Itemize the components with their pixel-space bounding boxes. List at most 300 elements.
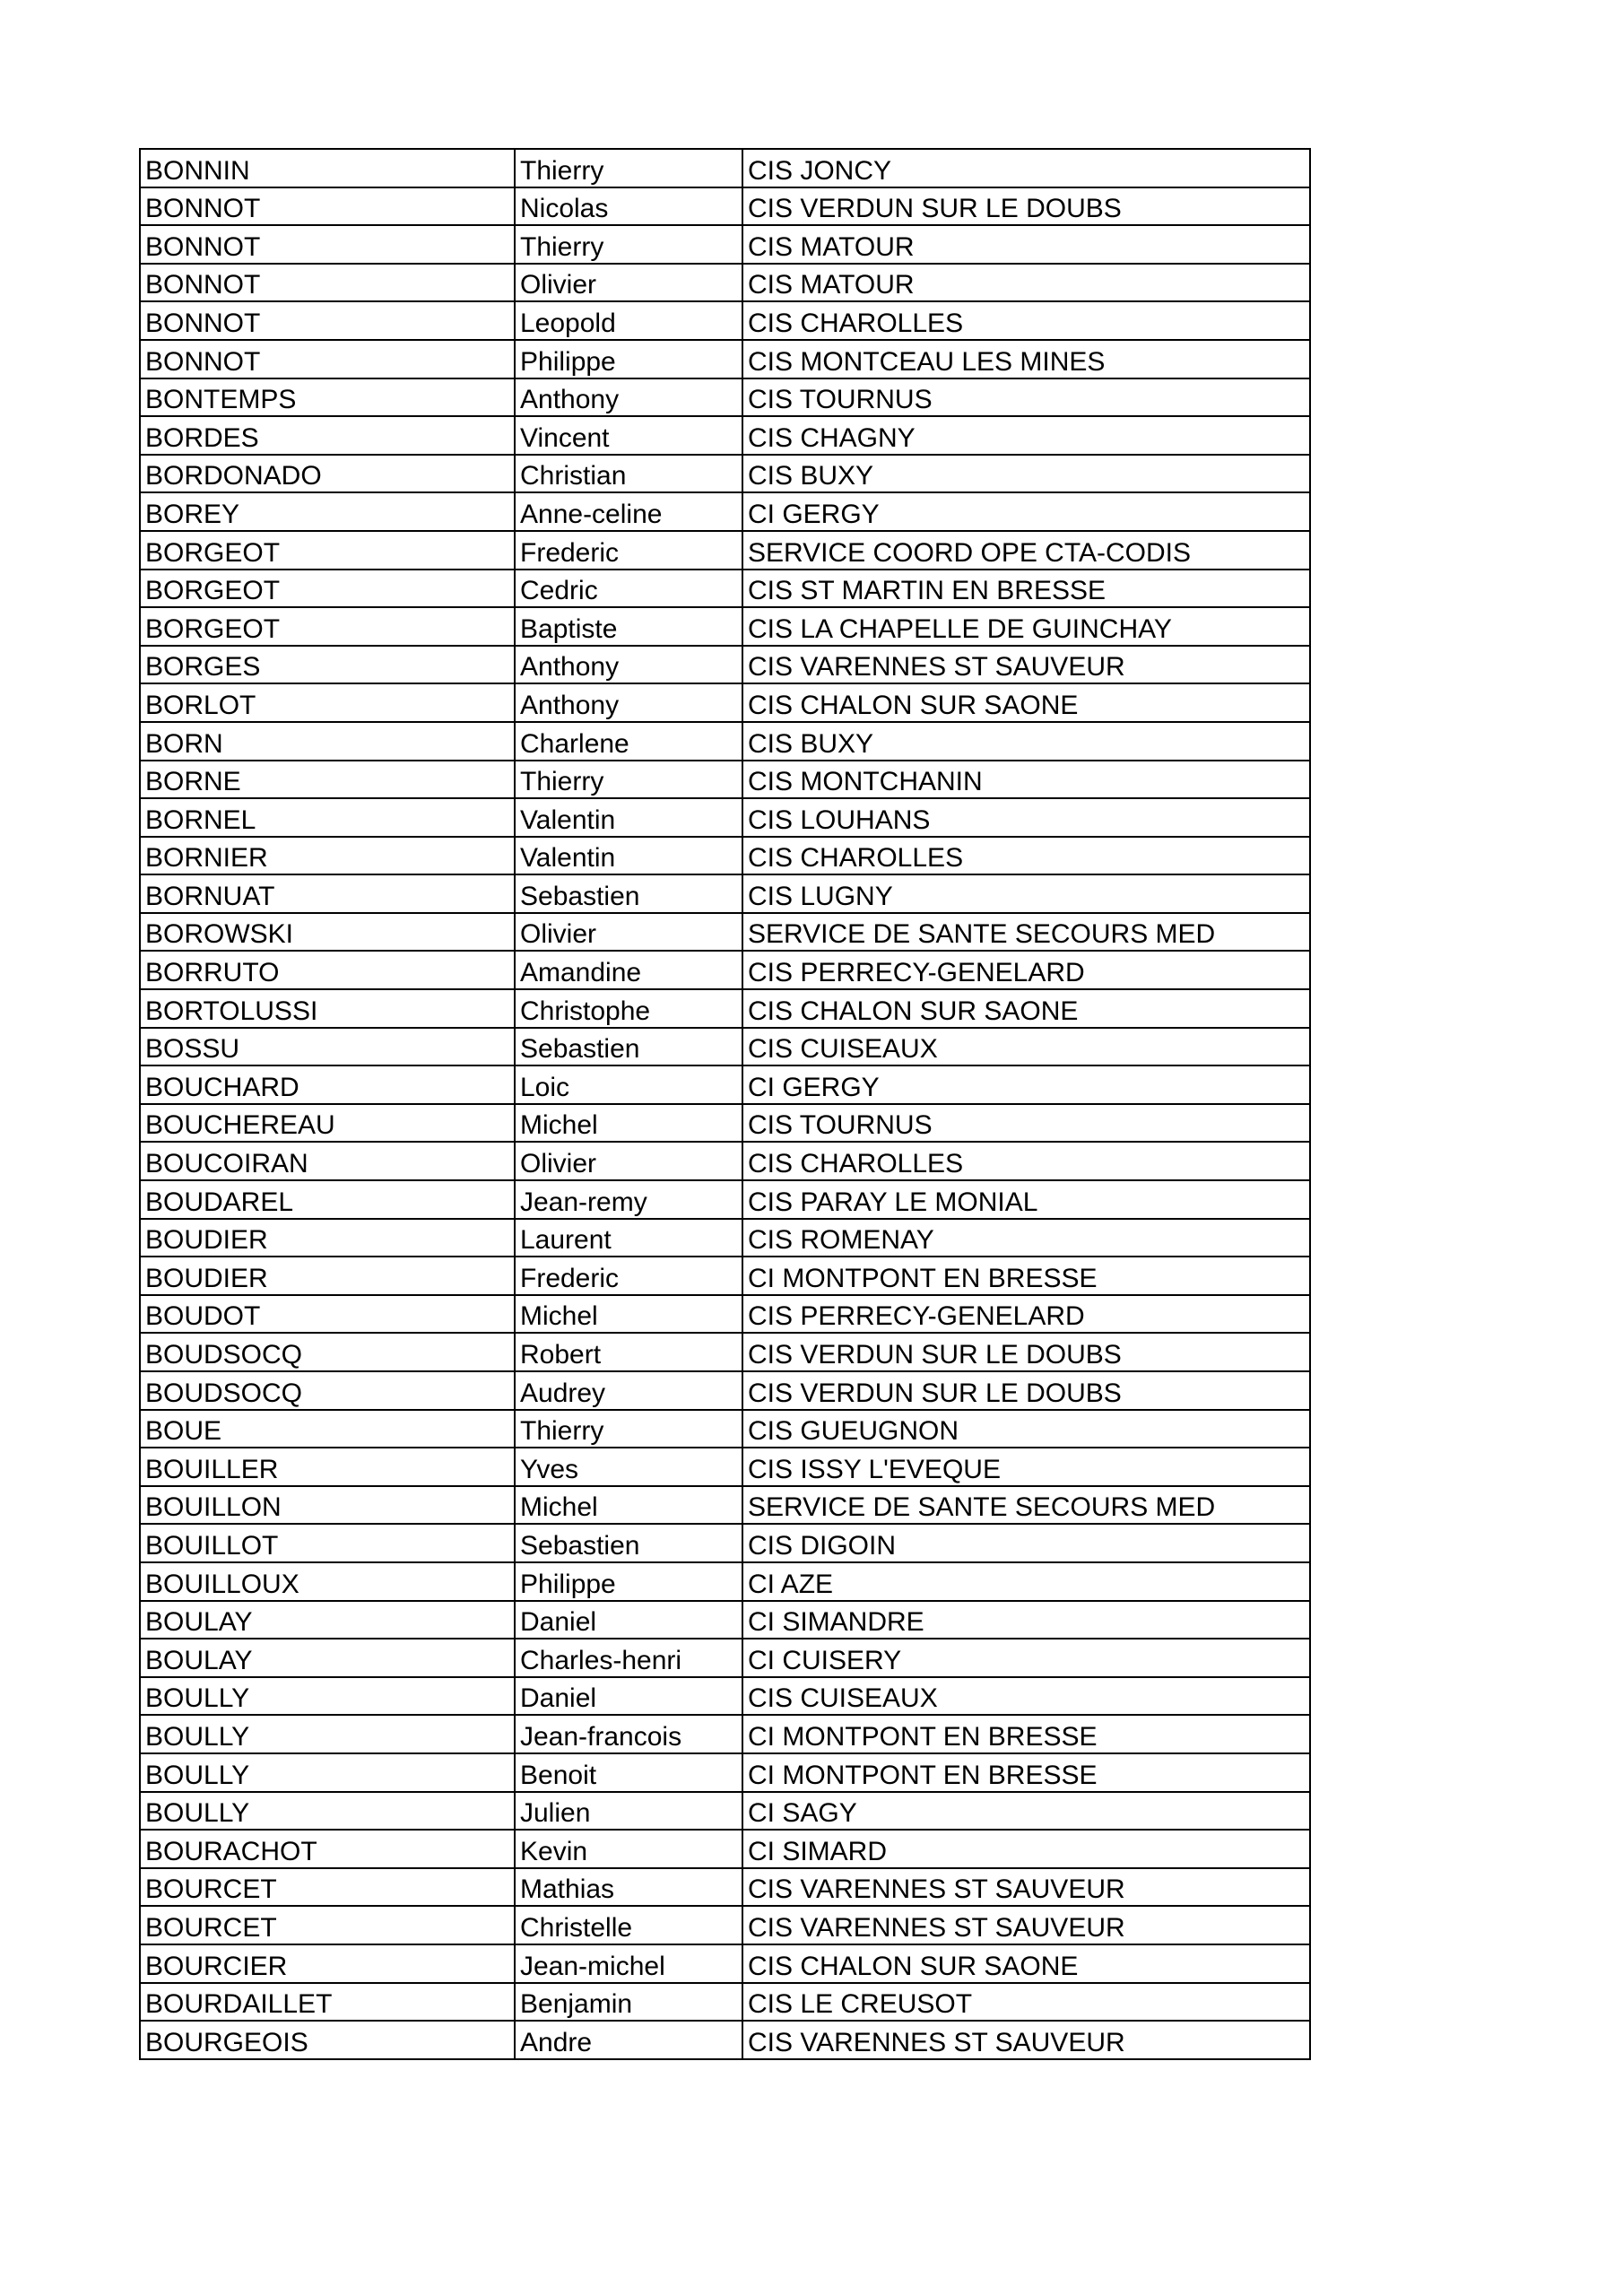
- last-name-cell: [140, 1677, 515, 1716]
- table-row: [140, 1333, 1310, 1371]
- last-name-cell: [140, 264, 515, 302]
- first-name-cell: [515, 378, 742, 417]
- first-name-cell-text: Michel: [520, 1110, 598, 1141]
- first-name-cell: [515, 913, 742, 952]
- table-row: [140, 531, 1310, 570]
- unit-cell: [742, 1868, 1310, 1907]
- last-name-cell-text: BOURCET: [145, 1912, 277, 1943]
- table-row: [140, 1180, 1310, 1219]
- first-name-cell-text: Cedric: [520, 576, 598, 606]
- first-name-cell-text: Christian: [520, 461, 627, 491]
- last-name-cell: [140, 1065, 515, 1104]
- last-name-cell: [140, 646, 515, 684]
- first-name-cell: [515, 1371, 742, 1410]
- unit-cell: [742, 1944, 1310, 1983]
- last-name-cell-text: BOUDOT: [145, 1301, 261, 1332]
- first-name-cell-text: Frederic: [520, 537, 620, 568]
- first-name-cell-text: Philippe: [520, 346, 616, 377]
- last-name-cell-text: BORGES: [145, 652, 261, 683]
- table-row: [140, 607, 1310, 646]
- last-name-cell-text: BORGEOT: [145, 537, 281, 568]
- last-name-cell-text: BOUDSOCQ: [145, 1378, 303, 1408]
- table-row: [140, 874, 1310, 913]
- last-name-cell-text: BOUDAREL: [145, 1187, 294, 1217]
- first-name-cell: [515, 1944, 742, 1983]
- last-name-cell-text: BOURCET: [145, 1874, 277, 1905]
- unit-cell-text: CIS LA CHAPELLE DE GUINCHAY: [748, 613, 1172, 644]
- first-name-cell-text: Anthony: [520, 690, 620, 720]
- unit-cell: [742, 225, 1310, 264]
- unit-cell-text: CIS VARENNES ST SAUVEUR: [748, 2027, 1125, 2057]
- last-name-cell: [140, 492, 515, 531]
- unit-cell-text: CIS VARENNES ST SAUVEUR: [748, 1912, 1125, 1943]
- last-name-cell: [140, 455, 515, 493]
- first-name-cell: [515, 1753, 742, 1792]
- last-name-cell: [140, 761, 515, 799]
- table-row: [140, 1830, 1310, 1868]
- first-name-cell-text: Olivier: [520, 270, 597, 300]
- first-name-cell: [515, 492, 742, 531]
- table-row: [140, 1065, 1310, 1104]
- last-name-cell: [140, 1410, 515, 1448]
- last-name-cell: [140, 531, 515, 570]
- first-name-cell-text: Anthony: [520, 385, 620, 415]
- table-row: [140, 1410, 1310, 1448]
- first-name-cell: [515, 1219, 742, 1257]
- last-name-cell-text: BOULAY: [145, 1607, 253, 1638]
- last-name-cell-text: BOULAY: [145, 1645, 253, 1675]
- last-name-cell: [140, 1486, 515, 1525]
- first-name-cell-text: Loic: [520, 1072, 570, 1102]
- table-row: [140, 225, 1310, 264]
- last-name-cell: [140, 1639, 515, 1677]
- table-row: [140, 1677, 1310, 1716]
- first-name-cell-text: Anne-celine: [520, 499, 663, 529]
- unit-cell: [742, 1830, 1310, 1868]
- first-name-cell-text: Jean-francois: [520, 1721, 682, 1752]
- unit-cell: [742, 1028, 1310, 1066]
- unit-cell-text: CI CUISERY: [748, 1645, 902, 1675]
- unit-cell-text: CIS MATOUR: [748, 231, 915, 262]
- table-row: [140, 1371, 1310, 1410]
- first-name-cell: [515, 1792, 742, 1831]
- first-name-cell-text: Audrey: [520, 1378, 606, 1408]
- first-name-cell: [515, 1983, 742, 2022]
- last-name-cell-text: BOUCHEREAU: [145, 1110, 335, 1141]
- table-row: [140, 492, 1310, 531]
- unit-cell: [742, 1677, 1310, 1716]
- unit-cell: [742, 1486, 1310, 1525]
- last-name-cell-text: BOULLY: [145, 1721, 250, 1752]
- last-name-cell: [140, 1944, 515, 1983]
- first-name-cell-text: Daniel: [520, 1683, 597, 1714]
- last-name-cell: [140, 187, 515, 226]
- unit-cell-text: CI MONTPONT EN BRESSE: [748, 1263, 1098, 1293]
- table-row: [140, 1906, 1310, 1944]
- last-name-cell-text: BOULLY: [145, 1760, 250, 1790]
- last-name-cell: [140, 1257, 515, 1295]
- last-name-cell: [140, 951, 515, 989]
- unit-cell: [742, 1983, 1310, 2022]
- last-name-cell-text: BOSSU: [145, 1034, 240, 1065]
- first-name-cell: [515, 874, 742, 913]
- last-name-cell-text: BONNOT: [145, 270, 261, 300]
- table-row: [140, 913, 1310, 952]
- first-name-cell: [515, 187, 742, 226]
- unit-cell-text: CI GERGY: [748, 1072, 880, 1102]
- unit-cell: [742, 264, 1310, 302]
- unit-cell-text: CIS LE CREUSOT: [748, 1989, 973, 2020]
- unit-cell: [742, 1180, 1310, 1219]
- table-row: [140, 1983, 1310, 2022]
- unit-cell-text: CI GERGY: [748, 499, 880, 529]
- table-row: [140, 1104, 1310, 1143]
- last-name-cell: [140, 1906, 515, 1944]
- last-name-cell-text: BOUILLER: [145, 1454, 279, 1484]
- last-name-cell-text: BOUILLOUX: [145, 1569, 299, 1599]
- unit-cell: [742, 1410, 1310, 1448]
- unit-cell-text: CIS CUISEAUX: [748, 1034, 938, 1065]
- last-name-cell: [140, 1601, 515, 1639]
- first-name-cell-text: Thierry: [520, 155, 604, 186]
- unit-cell: [742, 989, 1310, 1028]
- table-row: [140, 761, 1310, 799]
- first-name-cell: [515, 607, 742, 646]
- table-row: [140, 989, 1310, 1028]
- table-row: [140, 1601, 1310, 1639]
- unit-cell-text: CIS PERRECY-GENELARD: [748, 958, 1085, 988]
- table-row: [140, 722, 1310, 761]
- last-name-cell: [140, 1142, 515, 1180]
- unit-cell-text: CIS CHALON SUR SAONE: [748, 690, 1079, 720]
- first-name-cell: [515, 1257, 742, 1295]
- first-name-cell-text: Frederic: [520, 1263, 620, 1293]
- first-name-cell: [515, 989, 742, 1028]
- last-name-cell: [140, 683, 515, 722]
- first-name-cell: [515, 531, 742, 570]
- table-row: [140, 1142, 1310, 1180]
- first-name-cell: [515, 1868, 742, 1907]
- first-name-cell-text: Amandine: [520, 958, 642, 988]
- last-name-cell-text: BORN: [145, 728, 223, 759]
- first-name-cell-text: Valentin: [520, 843, 616, 874]
- unit-cell: [742, 874, 1310, 913]
- last-name-cell: [140, 1028, 515, 1066]
- first-name-cell-text: Valentin: [520, 804, 616, 835]
- last-name-cell-text: BONNIN: [145, 155, 250, 186]
- first-name-cell: [515, 1180, 742, 1219]
- last-name-cell-text: BOURGEOIS: [145, 2027, 308, 2057]
- unit-cell: [742, 607, 1310, 646]
- last-name-cell: [140, 149, 515, 187]
- first-name-cell: [515, 301, 742, 340]
- unit-cell: [742, 416, 1310, 455]
- first-name-cell: [515, 416, 742, 455]
- last-name-cell-text: BOUCOIRAN: [145, 1149, 308, 1179]
- unit-cell-text: SERVICE DE SANTE SECOURS MED: [748, 919, 1216, 950]
- table-row: [140, 416, 1310, 455]
- unit-cell: [742, 1906, 1310, 1944]
- last-name-cell-text: BOURDAILLET: [145, 1989, 333, 2020]
- first-name-cell: [515, 646, 742, 684]
- first-name-cell-text: Olivier: [520, 919, 597, 950]
- table-row: [140, 1868, 1310, 1907]
- unit-cell-text: CIS GUEUGNON: [748, 1416, 959, 1447]
- unit-cell: [742, 1792, 1310, 1831]
- unit-cell: [742, 1142, 1310, 1180]
- unit-cell-text: CIS CHALON SUR SAONE: [748, 996, 1079, 1026]
- unit-cell-text: CIS CHAROLLES: [748, 1149, 964, 1179]
- first-name-cell: [515, 1562, 742, 1601]
- last-name-cell: [140, 2021, 515, 2059]
- last-name-cell: [140, 416, 515, 455]
- last-name-cell-text: BOULLY: [145, 1683, 250, 1714]
- roster-table: [139, 148, 1311, 2060]
- first-name-cell: [515, 149, 742, 187]
- unit-cell-text: CI SAGY: [748, 1798, 857, 1829]
- unit-cell: [742, 1715, 1310, 1753]
- last-name-cell: [140, 1792, 515, 1831]
- unit-cell: [742, 1295, 1310, 1334]
- unit-cell: [742, 951, 1310, 989]
- last-name-cell-text: BONNOT: [145, 194, 261, 224]
- table-row: [140, 1639, 1310, 1677]
- unit-cell-text: CIS MONTCEAU LES MINES: [748, 346, 1106, 377]
- last-name-cell-text: BORDONADO: [145, 461, 322, 491]
- first-name-cell: [515, 340, 742, 378]
- last-name-cell: [140, 1448, 515, 1486]
- unit-cell: [742, 722, 1310, 761]
- last-name-cell-text: BORDES: [145, 422, 259, 453]
- first-name-cell-text: Yves: [520, 1454, 579, 1484]
- unit-cell: [742, 1753, 1310, 1792]
- first-name-cell-text: Baptiste: [520, 613, 618, 644]
- first-name-cell: [515, 798, 742, 837]
- table-row: [140, 264, 1310, 302]
- first-name-cell-text: Sebastien: [520, 1034, 640, 1065]
- last-name-cell-text: BOURACHOT: [145, 1836, 317, 1866]
- first-name-cell: [515, 1448, 742, 1486]
- unit-cell-text: CIS PARAY LE MONIAL: [748, 1187, 1038, 1217]
- first-name-cell-text: Daniel: [520, 1607, 597, 1638]
- first-name-cell-text: Vincent: [520, 422, 610, 453]
- first-name-cell: [515, 1677, 742, 1716]
- unit-cell-text: SERVICE COORD OPE CTA-CODIS: [748, 537, 1191, 568]
- first-name-cell: [515, 683, 742, 722]
- table-row: [140, 683, 1310, 722]
- table-row: [140, 1448, 1310, 1486]
- last-name-cell-text: BOREY: [145, 499, 240, 529]
- table-row: [140, 837, 1310, 875]
- table-row: [140, 1295, 1310, 1334]
- unit-cell: [742, 149, 1310, 187]
- last-name-cell: [140, 1219, 515, 1257]
- unit-cell-text: CIS PERRECY-GENELARD: [748, 1301, 1085, 1332]
- table-row: [140, 646, 1310, 684]
- unit-cell-text: CIS BUXY: [748, 728, 874, 759]
- last-name-cell: [140, 607, 515, 646]
- first-name-cell-text: Jean-michel: [520, 1951, 665, 1981]
- first-name-cell: [515, 2021, 742, 2059]
- unit-cell-text: CI AZE: [748, 1569, 834, 1599]
- unit-cell: [742, 913, 1310, 952]
- first-name-cell-text: Robert: [520, 1340, 602, 1370]
- table-row: [140, 1028, 1310, 1066]
- first-name-cell-text: Benjamin: [520, 1989, 633, 2020]
- table-row: [140, 1486, 1310, 1525]
- unit-cell-text: CIS DIGOIN: [748, 1530, 897, 1561]
- first-name-cell-text: Charlene: [520, 728, 629, 759]
- last-name-cell: [140, 1333, 515, 1371]
- last-name-cell: [140, 301, 515, 340]
- last-name-cell-text: BORGEOT: [145, 576, 281, 606]
- unit-cell-text: CIS ROMENAY: [748, 1225, 934, 1256]
- last-name-cell-text: BOUDIER: [145, 1225, 268, 1256]
- unit-cell-text: CIS VERDUN SUR LE DOUBS: [748, 194, 1122, 224]
- first-name-cell: [515, 1333, 742, 1371]
- last-name-cell-text: BOUE: [145, 1416, 222, 1447]
- last-name-cell: [140, 1524, 515, 1562]
- unit-cell-text: CIS CHAGNY: [748, 422, 916, 453]
- unit-cell: [742, 1065, 1310, 1104]
- last-name-cell: [140, 225, 515, 264]
- unit-cell-text: CIS VARENNES ST SAUVEUR: [748, 652, 1125, 683]
- unit-cell: [742, 301, 1310, 340]
- first-name-cell: [515, 1142, 742, 1180]
- table-row: [140, 149, 1310, 187]
- table-row: [140, 2021, 1310, 2059]
- first-name-cell: [515, 1601, 742, 1639]
- last-name-cell-text: BORNE: [145, 767, 241, 797]
- first-name-cell-text: Thierry: [520, 1416, 604, 1447]
- unit-cell: [742, 187, 1310, 226]
- last-name-cell: [140, 837, 515, 875]
- table-row: [140, 1753, 1310, 1792]
- first-name-cell: [515, 837, 742, 875]
- unit-cell: [742, 378, 1310, 417]
- last-name-cell: [140, 1715, 515, 1753]
- first-name-cell: [515, 1028, 742, 1066]
- last-name-cell-text: BOUCHARD: [145, 1072, 299, 1102]
- roster-table-body: [140, 149, 1310, 2059]
- first-name-cell-text: Charles-henri: [520, 1645, 682, 1675]
- unit-cell-text: CIS CHAROLLES: [748, 843, 964, 874]
- unit-cell: [742, 1448, 1310, 1486]
- unit-cell-text: CIS VARENNES ST SAUVEUR: [748, 1874, 1125, 1905]
- unit-cell: [742, 2021, 1310, 2059]
- last-name-cell-text: BORNUAT: [145, 881, 275, 911]
- unit-cell-text: CIS TOURNUS: [748, 385, 933, 415]
- last-name-cell-text: BOURCIER: [145, 1951, 288, 1981]
- first-name-cell-text: Philippe: [520, 1569, 616, 1599]
- unit-cell-text: CIS LOUHANS: [748, 804, 931, 835]
- last-name-cell: [140, 722, 515, 761]
- first-name-cell: [515, 1065, 742, 1104]
- unit-cell-text: CIS MONTCHANIN: [748, 767, 983, 797]
- last-name-cell: [140, 1371, 515, 1410]
- unit-cell-text: CI SIMARD: [748, 1836, 888, 1866]
- unit-cell: [742, 492, 1310, 531]
- first-name-cell: [515, 722, 742, 761]
- table-row: [140, 301, 1310, 340]
- unit-cell-text: CIS BUXY: [748, 461, 874, 491]
- last-name-cell-text: BORGEOT: [145, 613, 281, 644]
- last-name-cell: [140, 913, 515, 952]
- unit-cell: [742, 1524, 1310, 1562]
- first-name-cell: [515, 1486, 742, 1525]
- last-name-cell-text: BORNIER: [145, 843, 268, 874]
- first-name-cell-text: Mathias: [520, 1874, 615, 1905]
- last-name-cell-text: BOULLY: [145, 1798, 250, 1829]
- last-name-cell-text: BOROWSKI: [145, 919, 294, 950]
- unit-cell: [742, 1601, 1310, 1639]
- last-name-cell-text: BORTOLUSSI: [145, 996, 318, 1026]
- table-row: [140, 1257, 1310, 1295]
- unit-cell: [742, 1562, 1310, 1601]
- unit-cell: [742, 340, 1310, 378]
- table-row: [140, 951, 1310, 989]
- table-row: [140, 378, 1310, 417]
- table-row: [140, 1219, 1310, 1257]
- unit-cell: [742, 1257, 1310, 1295]
- first-name-cell: [515, 1830, 742, 1868]
- last-name-cell-text: BORLOT: [145, 690, 256, 720]
- last-name-cell: [140, 989, 515, 1028]
- last-name-cell: [140, 1868, 515, 1907]
- last-name-cell: [140, 1562, 515, 1601]
- last-name-cell: [140, 874, 515, 913]
- last-name-cell: [140, 798, 515, 837]
- first-name-cell-text: Sebastien: [520, 1530, 640, 1561]
- unit-cell: [742, 683, 1310, 722]
- unit-cell-text: CIS ISSY L'EVEQUE: [748, 1454, 1001, 1484]
- first-name-cell-text: Christelle: [520, 1912, 633, 1943]
- last-name-cell: [140, 570, 515, 608]
- unit-cell-text: CIS VERDUN SUR LE DOUBS: [748, 1378, 1122, 1408]
- unit-cell: [742, 798, 1310, 837]
- last-name-cell-text: BOUILLON: [145, 1492, 282, 1523]
- first-name-cell: [515, 1715, 742, 1753]
- unit-cell: [742, 1639, 1310, 1677]
- first-name-cell: [515, 1639, 742, 1677]
- first-name-cell-text: Anthony: [520, 652, 620, 683]
- table-row: [140, 1715, 1310, 1753]
- first-name-cell-text: Jean-remy: [520, 1187, 647, 1217]
- table-row: [140, 1562, 1310, 1601]
- unit-cell-text: CIS CHAROLLES: [748, 308, 964, 338]
- first-name-cell: [515, 1410, 742, 1448]
- first-name-cell-text: Christophe: [520, 996, 651, 1026]
- unit-cell-text: CIS MATOUR: [748, 270, 915, 300]
- first-name-cell: [515, 1104, 742, 1143]
- table-row: [140, 570, 1310, 608]
- first-name-cell: [515, 455, 742, 493]
- last-name-cell: [140, 340, 515, 378]
- first-name-cell-text: Michel: [520, 1492, 598, 1523]
- last-name-cell-text: BORNEL: [145, 804, 256, 835]
- last-name-cell-text: BOUILLOT: [145, 1530, 279, 1561]
- table-row: [140, 1524, 1310, 1562]
- unit-cell: [742, 1371, 1310, 1410]
- first-name-cell: [515, 264, 742, 302]
- unit-cell-text: CIS CUISEAUX: [748, 1683, 938, 1714]
- unit-cell-text: CIS ST MARTIN EN BRESSE: [748, 576, 1106, 606]
- last-name-cell: [140, 1983, 515, 2022]
- first-name-cell-text: Benoit: [520, 1760, 597, 1790]
- first-name-cell-text: Nicolas: [520, 194, 609, 224]
- unit-cell: [742, 1333, 1310, 1371]
- first-name-cell-text: Andre: [520, 2027, 593, 2057]
